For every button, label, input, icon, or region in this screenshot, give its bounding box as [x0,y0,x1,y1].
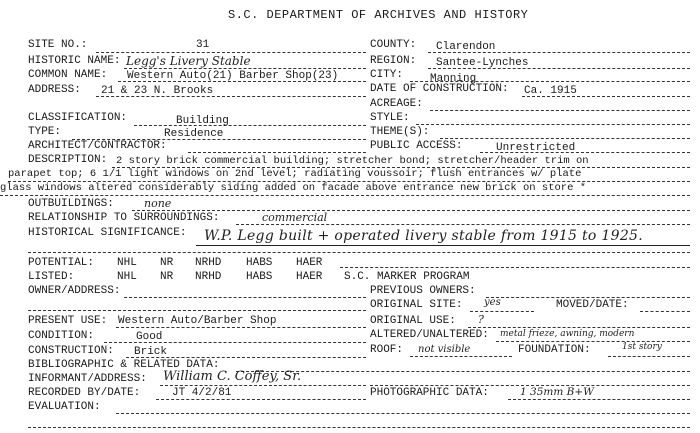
outbuildings-line [132,210,690,211]
potential-habs: HABS [246,257,273,269]
altered-label: ALTERED/UNALTERED: [370,329,489,341]
architect-label: ARCHITECT/CONTRACTOR: [28,140,167,152]
evaluation-label: EVALUATION: [28,401,101,413]
potential-label: POTENTIAL: [28,257,95,269]
form-title: S.C. DEPARTMENT OF ARCHIVES AND HISTORY [228,8,529,22]
date-of-construction-value: Ca. 1915 [524,85,577,97]
potential-nr: NR [160,257,174,269]
public-access-value: Unrestricted [496,142,576,154]
county-value: Clarendon [436,41,496,53]
description-line-3: glass windows altered considerably siding added on facade above entrance new brick on store * [0,182,586,194]
architect-line [188,152,366,153]
potential-nrhd: NRHD [195,257,222,269]
site-no-value: 31 [196,39,210,51]
informant-line [160,385,366,386]
original-use-label: ORIGINAL USE: [370,315,456,327]
condition-label: CONDITION: [28,330,95,342]
previous-owners-label: PREVIOUS OWNERS: [370,285,476,297]
region-line [428,68,690,69]
style-label: STYLE: [370,112,410,124]
style-line [416,124,690,125]
original-use-value: ? [478,313,484,326]
sc-marker-program-label: S.C. MARKER PROGRAM [344,271,470,283]
recorded-by-label: RECORDED BY/DATE: [28,387,141,399]
recorded-by-line [156,399,366,400]
city-value: Manning [430,73,477,85]
description-line-1: 2 story brick commercial building; stretcher bond; stretcher/header trim on [116,155,589,167]
roof-value: not visible [418,344,471,355]
classification-line [134,125,366,126]
roof-line [410,356,512,357]
original-use-line [468,327,690,328]
original-site-value: yes [484,297,501,308]
date-of-construction-line [522,96,690,97]
photographic-data-value: 1 35mm B+W [520,386,594,398]
address-line [96,96,366,97]
city-label: CITY: [370,69,404,81]
construction-line [126,357,366,358]
previous-owners-line [486,297,690,298]
informant-label: INFORMANT/ADDRESS: [28,373,147,385]
historic-name-value: Legg's Livery Stable [126,54,251,68]
evaluation-line [116,413,690,414]
relationship-value: commercial [262,211,328,224]
foundation-value: 1st story [622,342,662,352]
relationship-label: RELATIONSHIP TO SURROUNDINGS: [28,212,220,224]
description-label: DESCRIPTION: [28,154,108,166]
date-of-construction-label: DATE OF CONSTRUCTION: [370,83,509,95]
construction-value: Brick [134,346,168,358]
themes-label: THEME(S): [370,126,430,138]
original-site-label: ORIGINAL SITE: [370,299,463,311]
potential-haer: HAER [296,257,323,269]
photographic-data-label: PHOTOGRAPHIC DATA: [370,387,489,399]
common-name-line [118,81,366,82]
altered-value: metal frieze, awning, modern [500,329,635,339]
significance-extra-line [28,252,690,253]
bibliographic-line [236,371,690,372]
type-value: Residence [164,128,224,140]
county-line [428,52,690,53]
listed-nr: NR [160,271,174,283]
listed-nrhd: NRHD [195,271,222,283]
site-no-line [96,52,366,53]
historic-name-label: HISTORIC NAME: [28,55,121,67]
moved-date-label: MOVED/DATE: [556,299,629,311]
classification-label: CLASSIFICATION: [28,112,128,124]
condition-value: Good [136,331,163,343]
roof-label: ROOF: [370,344,404,356]
common-name-value: Western Auto(21) Barber Shop(23) [127,70,339,82]
present-use-label: PRESENT USE: [28,315,108,327]
address-value: 21 & 23 N. Brooks [101,85,214,97]
foundation-line [608,356,690,357]
informant-value: William C. Coffey, Sr. [163,369,302,384]
city-line [410,81,690,82]
original-site-line [470,311,534,312]
acreage-line [430,110,690,111]
acreage-label: ACREAGE: [370,98,423,110]
foundation-label: FOUNDATION: [518,344,591,356]
recorded-by-value: JT 4/2/81 [172,387,232,399]
historical-significance-line [196,245,690,246]
public-access-label: PUBLIC ACCESS: [370,140,463,152]
outbuildings-value: none [144,197,172,210]
classification-value: Building [176,115,229,127]
themes-line [440,138,690,139]
evaluation-line-2 [28,427,690,428]
listed-habs: HABS [246,271,273,283]
common-name-label: COMMON NAME: [28,69,108,81]
listed-label: LISTED: [28,271,75,283]
moved-date-line [640,311,690,312]
county-label: COUNTY: [370,39,417,51]
address-label: ADDRESS: [28,84,81,96]
historic-name-line [124,68,366,69]
type-label: TYPE: [28,126,62,138]
historical-significance-value: W.P. Legg built + operated livery stable from 1915 to 1925. [204,228,643,244]
construction-label: CONSTRUCTION: [28,345,114,357]
relationship-line [236,224,690,225]
outbuildings-label: OUTBUILDINGS: [28,198,114,210]
public-access-line [480,152,690,153]
present-use-line [116,327,366,328]
listed-haer: HAER [296,271,323,283]
owner-address-line [124,297,366,298]
potential-line [340,267,690,268]
description-line-2: parapet top; 6 1/1 light windows on 2nd level; radiating voussoir; flush entrances w/ plate [8,168,582,180]
bibliographic-label: BIBLIOGRAPHIC & RELATED DATA: [28,359,220,371]
condition-line [104,342,366,343]
region-value: Santee-Lynches [436,57,529,69]
region-label: REGION: [370,55,417,67]
owner-address-label: OWNER/ADDRESS: [28,285,121,297]
historical-significance-label: HISTORICAL SIGNIFICANCE: [28,227,187,239]
present-use-value: Western Auto/Barber Shop [118,315,277,327]
photographic-data-line [508,399,690,400]
potential-nhl: NHL [117,257,137,269]
listed-nhl: NHL [117,271,137,283]
description-rule-3 [0,195,690,196]
site-no-label: SITE NO.: [28,39,88,51]
owner-address-line-2 [28,310,366,311]
